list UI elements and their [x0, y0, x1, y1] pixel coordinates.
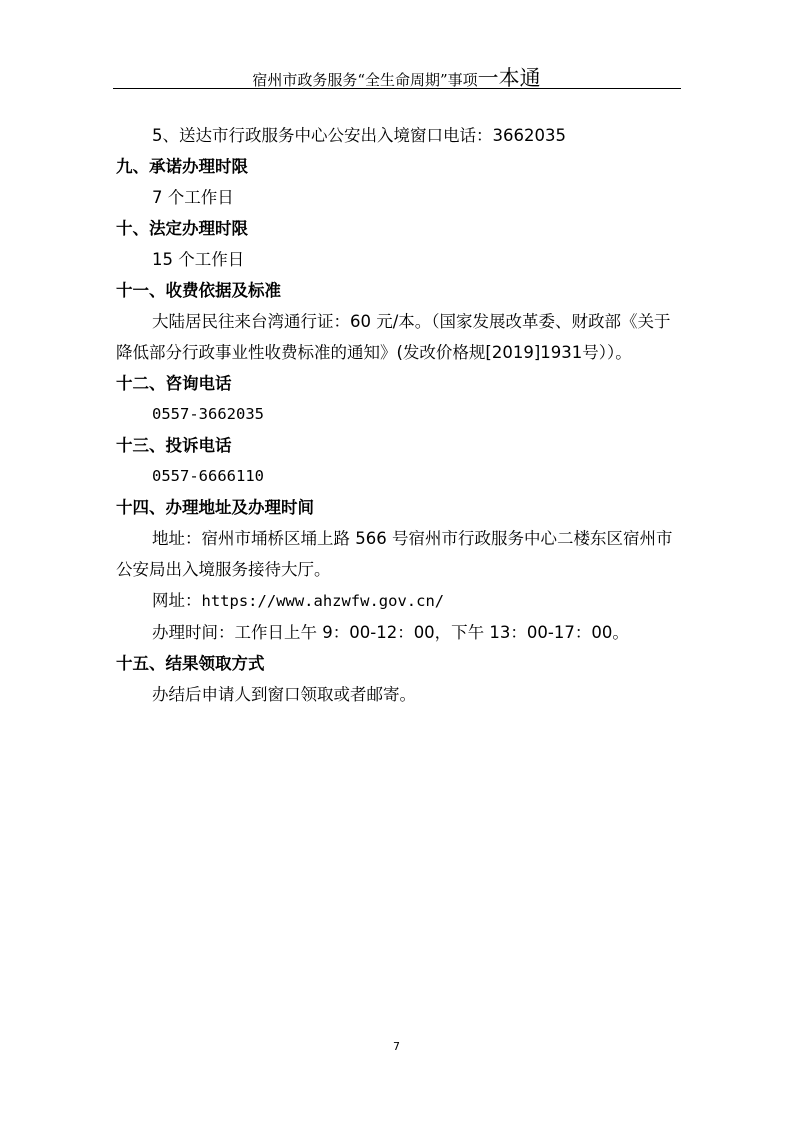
fee-paragraph: 大陆居民往来台湾通行证：60 元/本。（国家发展改革委、财政部《关于降低部分行政事业性收费标准的通知》(发改价格规[2019]1931号））。: [116, 312, 671, 362]
page-number: 7: [393, 1040, 400, 1053]
address-heading: 十四、办理地址及办理时间: [116, 498, 314, 517]
result-heading: 十五、结果领取方式: [116, 654, 265, 673]
office-hours-line: 办理时间：工作日上午 9：00-12：00，下午 13：00-17：00。: [152, 623, 629, 642]
complaint-phone-heading: 十三、投诉电话: [116, 436, 232, 455]
result-text: 办结后申请人到窗口领取或者邮寄。: [152, 685, 416, 704]
legal-time-heading: 十、法定办理时限: [116, 219, 248, 238]
address-paragraph: 地址：宿州市埇桥区埇上路 566 号宿州市行政服务中心二楼东区宿州市公安局出入境服务接待大厅。: [116, 529, 673, 579]
website-link[interactable]: https://www.ahzwfw.gov.cn/: [201, 592, 445, 610]
website-line: [116, 585, 684, 617]
legal-time-value: 15 个工作日: [152, 250, 245, 269]
document-body: [116, 120, 684, 710]
consult-phone-heading: 十二、咨询电话: [116, 374, 232, 393]
delivery-phone-line: 5、送达市行政服务中心公安出入境窗口电话：3662035: [152, 126, 566, 145]
fee-heading: 十一、收费依据及标准: [116, 281, 281, 300]
header-title: 宿州市政务服务“全生命周期”事项: [252, 71, 478, 89]
promise-time-heading: 九、承诺办理时限: [116, 157, 248, 176]
header-title-tail: 一本通: [477, 66, 541, 90]
promise-time-value: 7 个工作日: [152, 188, 234, 207]
website-label: 网址：: [152, 591, 202, 610]
header-rule: [113, 88, 681, 89]
consult-phone-value: 0557-3662035: [152, 405, 264, 423]
complaint-phone-value: 0557-6666110: [152, 467, 264, 485]
